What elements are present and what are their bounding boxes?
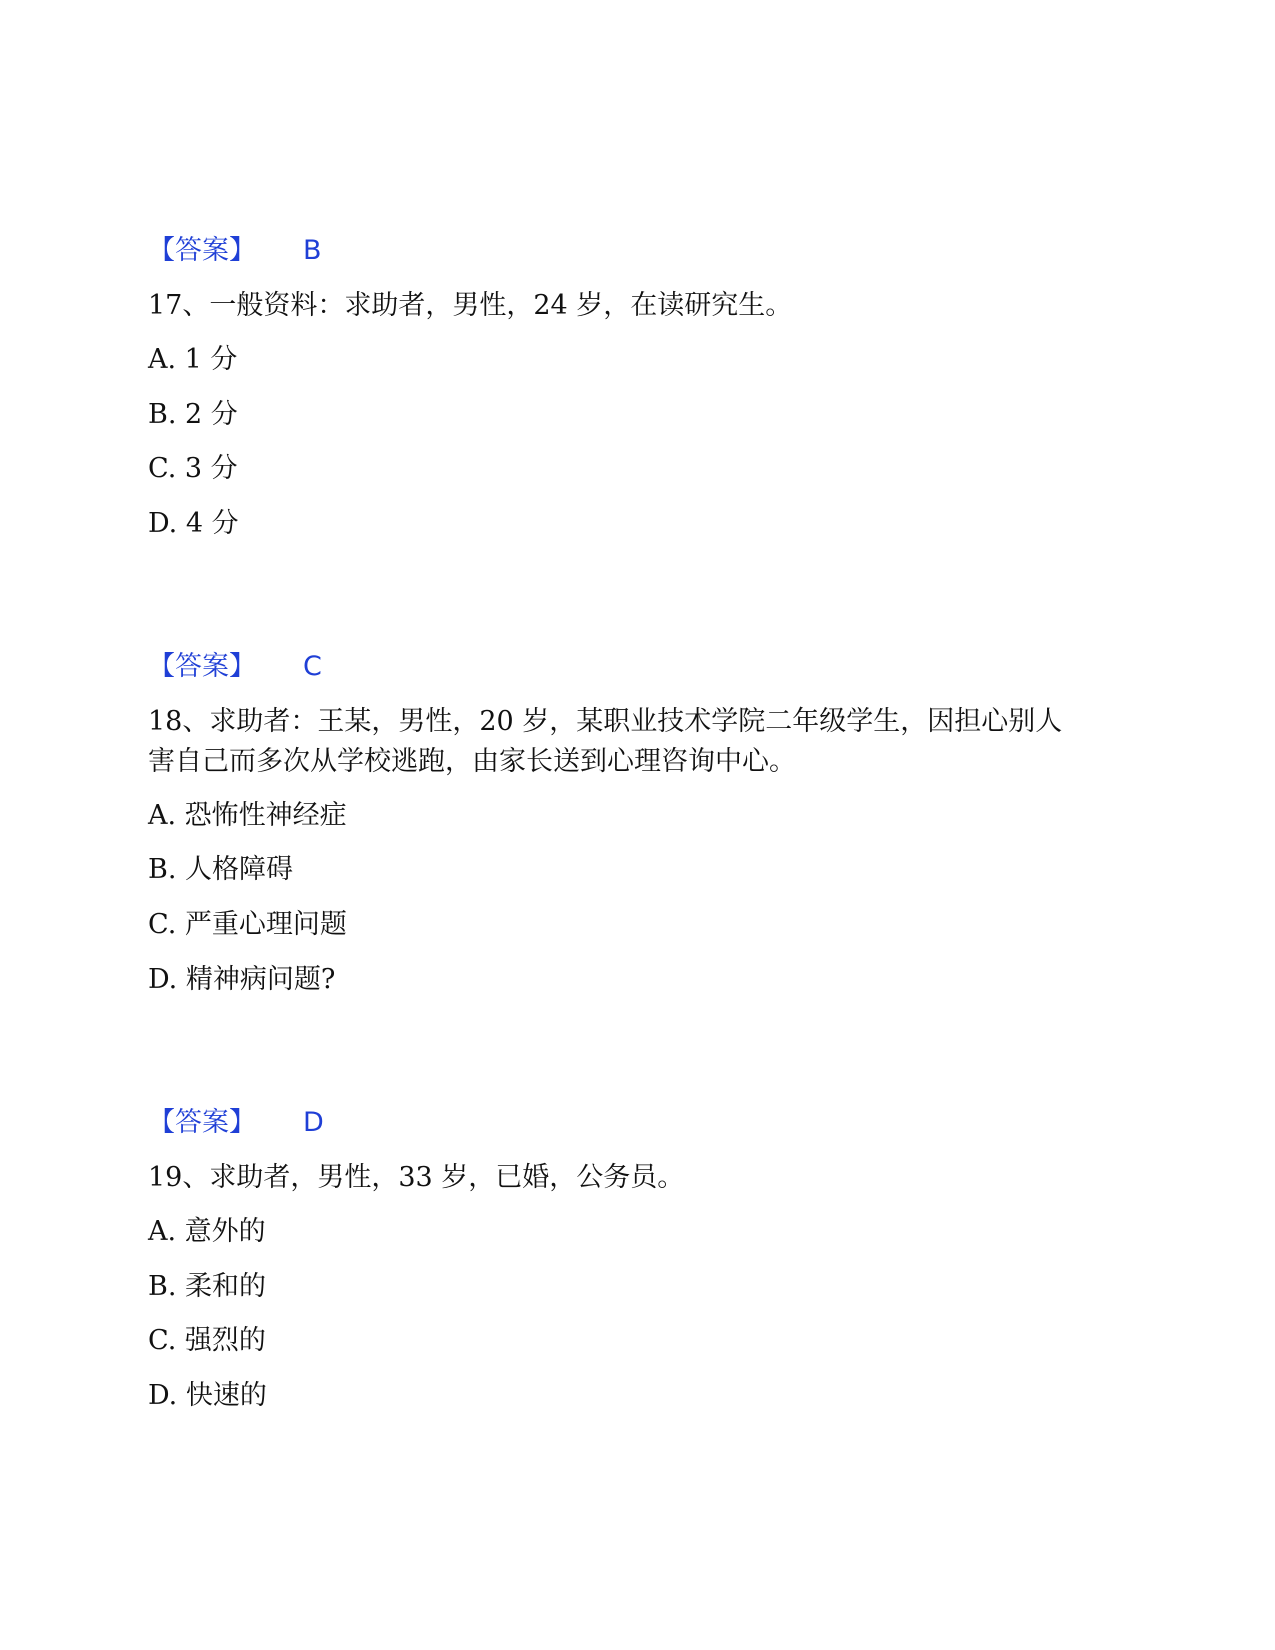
- question-18-text-line-1: 18、求助者：王某，男性，20 岁，某职业技术学院二年级学生，因担心别人: [148, 706, 1063, 737]
- answer-value: D: [303, 1107, 324, 1138]
- answer-label: 【答案】: [148, 235, 256, 266]
- answer-line-1: [148, 232, 448, 270]
- option-a: A. 恐怖性神经症: [148, 800, 347, 831]
- option-c: C. 强烈的: [148, 1325, 266, 1356]
- question-17-text: 17、一般资料：求助者，男性，24 岁，在读研究生。: [148, 290, 793, 321]
- option-c: C. 严重心理问题: [148, 909, 347, 940]
- option-d: D. 精神病问题?: [148, 964, 336, 995]
- question-18-text-line-2: 害自己而多次从学校逃跑，由家长送到心理咨询中心。: [148, 746, 796, 777]
- option-c: C. 3 分: [148, 453, 238, 484]
- option-b: B. 柔和的: [148, 1271, 267, 1302]
- option-a: A. 1 分: [148, 344, 238, 375]
- option-d: D. 4 分: [148, 508, 239, 539]
- option-b: B. 人格障碍: [148, 854, 294, 885]
- answer-label: 【答案】: [148, 651, 256, 682]
- option-d: D. 快速的: [148, 1380, 267, 1411]
- answer-value: B: [303, 235, 322, 266]
- answer-line-3: [148, 1104, 448, 1142]
- answer-line-2: [148, 648, 448, 686]
- answer-value: C: [303, 651, 322, 682]
- question-19-text: 19、求助者，男性，33 岁，已婚，公务员。: [148, 1162, 685, 1193]
- option-b: B. 2 分: [148, 399, 238, 430]
- option-a: A. 意外的: [148, 1216, 266, 1247]
- answer-label: 【答案】: [148, 1107, 256, 1138]
